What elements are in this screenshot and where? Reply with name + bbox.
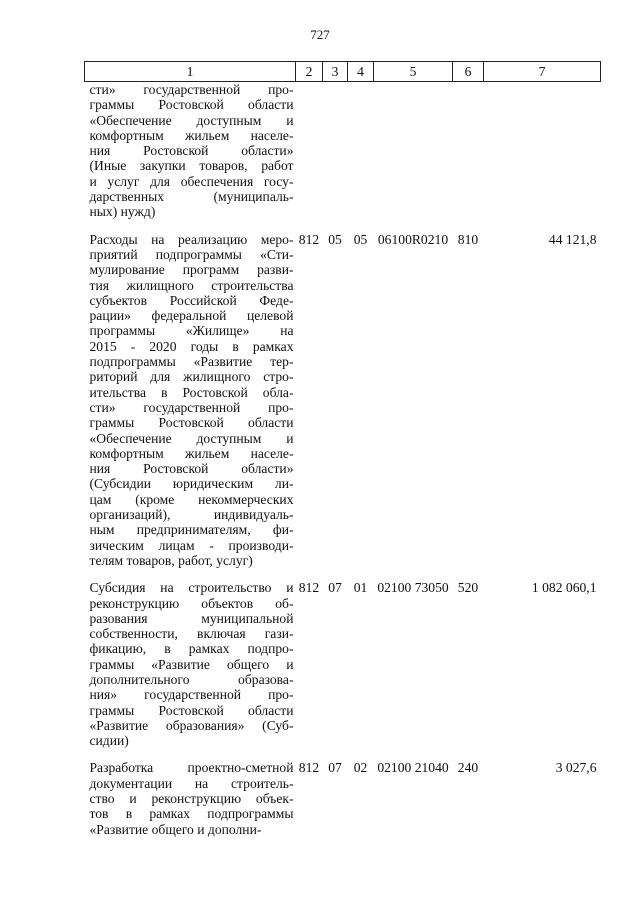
description-line: «Обеспечение доступным и	[89, 112, 294, 128]
expense-type-code	[453, 82, 484, 220]
target-item-code	[374, 82, 453, 220]
description-line: «Развитие образования» (Суб-	[89, 717, 294, 733]
description-line: граммы Ростовской области	[89, 702, 294, 718]
target-item-code: 06100R0210	[377, 231, 449, 247]
expense-description	[85, 220, 296, 569]
description-line: комфортным жильем населе-	[89, 127, 294, 143]
description-line: (Субсидии юридическим ли-	[89, 476, 294, 492]
description-line: субъектов Российской Феде-	[89, 292, 294, 308]
description-line: разования муниципальной	[89, 610, 294, 626]
section-code: 07	[328, 580, 342, 596]
description-line: документации на строитель-	[89, 775, 294, 791]
description-line: сидии)	[89, 733, 129, 749]
description-line: зическим лицам - производи-	[89, 537, 294, 553]
description-line: рации» федеральной целевой	[89, 308, 294, 324]
table-row	[85, 748, 601, 836]
description-line: (Иные закупки товаров, работ	[89, 158, 294, 174]
amount-value: 3 027,6	[555, 760, 597, 776]
column-number-header: 2	[296, 62, 323, 82]
description-line: Расходы на реализацию меро-	[89, 231, 294, 247]
column-number-header: 3	[323, 62, 348, 82]
description-line: ительства в Ростовской обла-	[89, 384, 294, 400]
description-line: реконструкцию объектов об-	[89, 595, 294, 611]
description-line: ным предпринимателям, фи-	[89, 522, 294, 538]
description-line: риторий для жилищного стро-	[89, 369, 294, 385]
expense-type-code: 520	[457, 580, 479, 596]
target-item-code: 02100 21040	[377, 760, 449, 776]
expense-description	[85, 82, 296, 220]
description-line: фикацию, в рамках подпро-	[89, 641, 294, 657]
description-line: 2015 - 2020 годы в рамках	[89, 338, 294, 354]
subsection-code: 02	[353, 760, 368, 776]
description-line: собственности, включая гази-	[89, 626, 294, 642]
description-line: ных) нужд)	[89, 204, 156, 220]
expense-type-code: 810	[457, 231, 479, 247]
description-line: цам (кроме некоммерческих	[89, 491, 294, 507]
description-line: дарственных (муниципаль-	[89, 189, 294, 205]
table-row	[85, 220, 601, 569]
column-number-header: 7	[484, 62, 601, 82]
section-code: 05	[328, 231, 342, 247]
amount-value: 44 121,8	[548, 231, 597, 247]
description-line: «Обеспечение доступным и	[89, 430, 294, 446]
column-number-header: 5	[374, 62, 453, 82]
budget-table	[84, 61, 601, 837]
description-line: тия жилищного строительства	[89, 277, 294, 293]
description-line: сти» государственной про-	[89, 82, 294, 97]
amount-value	[484, 82, 601, 220]
expense-type-code: 240	[457, 760, 479, 776]
column-number-header: 4	[348, 62, 374, 82]
description-line: Субсидия на строительство и	[89, 580, 294, 596]
description-line: телям товаров, работ, услуг)	[89, 552, 253, 568]
description-line: ния Ростовской области»	[89, 461, 294, 477]
column-number-row	[85, 62, 601, 82]
subsection-code: 01	[353, 580, 368, 596]
subsection-code: 05	[353, 231, 368, 247]
column-number-header: 6	[453, 62, 484, 82]
description-line: программы «Жилище» на	[89, 323, 294, 339]
table-row	[85, 82, 601, 220]
expense-description	[85, 748, 296, 836]
description-line: Разработка проектно-сметной	[89, 760, 294, 776]
description-line: сти» государственной про-	[89, 399, 294, 415]
description-line: «Развитие общего и дополни-	[89, 821, 262, 837]
subsection-code	[348, 82, 374, 220]
table-row	[85, 568, 601, 748]
description-line: ния Ростовской области»	[89, 143, 294, 159]
description-line: граммы «Развитие общего и	[89, 656, 294, 672]
amount-value: 1 082 060,1	[531, 580, 597, 596]
description-line: приятий подпрограммы «Сти-	[89, 246, 294, 262]
ministry-code: 812	[298, 231, 320, 247]
column-number-header: 1	[85, 62, 296, 82]
description-line: тов в рамках подпрограммы	[89, 806, 294, 822]
description-line: подпрограммы «Развитие тер-	[89, 354, 294, 370]
ministry-code: 812	[298, 760, 320, 776]
description-line: мулирование программ разви-	[89, 262, 294, 278]
ministry-code: 812	[298, 580, 320, 596]
description-line: организаций), индивидуаль-	[89, 507, 294, 523]
description-line: и услуг для обеспечения госу-	[89, 173, 294, 189]
ministry-code	[296, 82, 323, 220]
page-number: 727	[310, 27, 330, 42]
description-line: дополнительного образова-	[89, 671, 294, 687]
description-line: ство и реконструкцию объек-	[89, 791, 294, 807]
expense-description	[85, 568, 296, 748]
description-line: комфортным жильем населе-	[89, 445, 294, 461]
description-line: граммы Ростовской области	[89, 415, 294, 431]
description-line: граммы Ростовской области	[89, 97, 294, 113]
section-code	[323, 82, 348, 220]
description-line: ния» государственной про-	[89, 687, 294, 703]
section-code: 07	[328, 760, 342, 776]
target-item-code: 02100 73050	[377, 580, 449, 596]
